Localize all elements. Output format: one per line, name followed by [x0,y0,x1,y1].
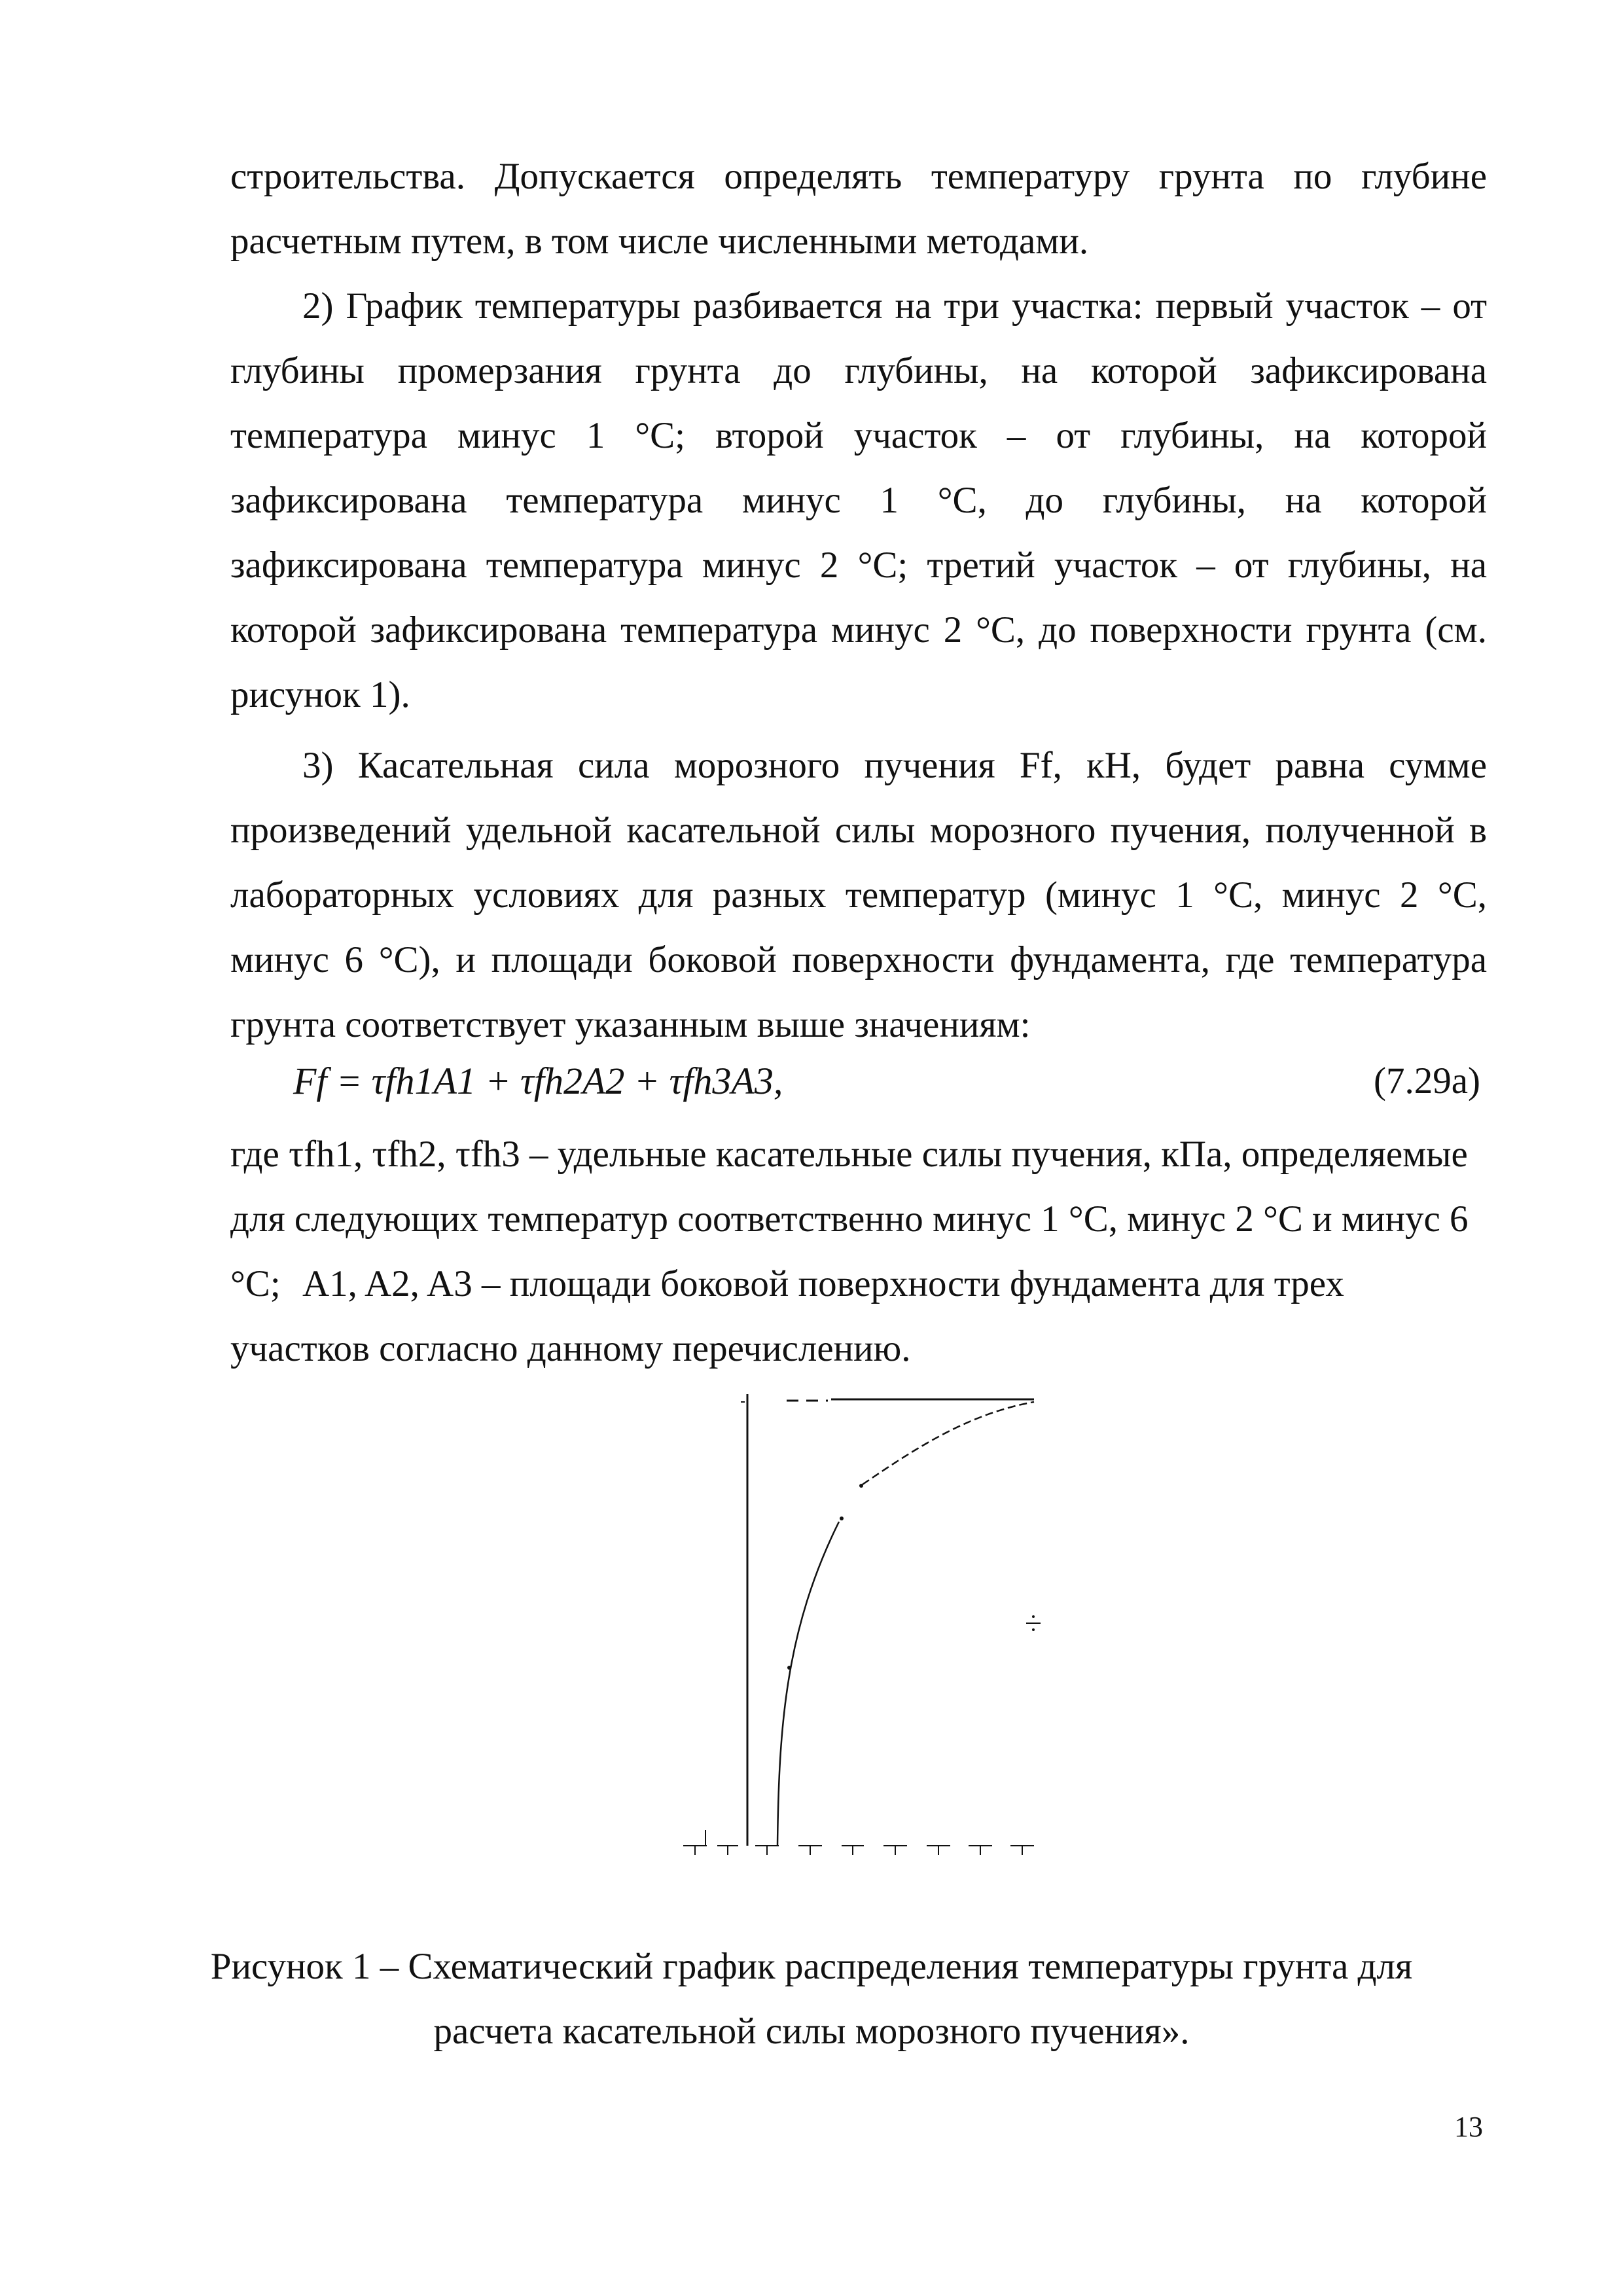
paragraph-2: 2) График температуры разбивается на три участка: первый участок – от глубины промерзания грунта до глубины, на которой зафиксирована температура минус 1 °С; второй участок – от глубины, на которой зафиксирована температура минус 1 °С, до глубины, на которой зафиксирована температура минус 2 °С; третий участок – от глубины, на которой зафиксирована температура минус 2 °С, до поверхности грунта (см. рисунок 1). [230,285,1487,715]
formula-7-29a: Ff = τfh1A1 + τfh2A2 + τfh3A3, [293,1060,783,1102]
figure-mark [1032,1615,1035,1618]
figure-curve-marker [859,1484,863,1488]
page-number: 13 [1454,2111,1483,2143]
where-clause-areas: A1, A2, A3 – площади боковой поверхности фундамента для трех участков согласно данному перечислению. [230,1263,1344,1369]
paragraph-3: 3) Касательная сила морозного пучения Ff, кН, будет равна сумме произведений удельной касательной силы морозного пучения, полученной в лабораторных условиях для разных температур (минус 1 °С, минус 2 °С, минус 6 °С), и площади боковой поверхности фундамента, где температура грунта соответствует указанным выше значениям: [230,745,1487,1045]
figure-caption: Рисунок 1 – Схематический график распределения температуры грунта для расчета касательной силы морозного пучения». [210,1946,1413,2052]
figure-mark [1032,1628,1035,1631]
figure-temperature-curve-lower [777,1522,839,1846]
figure-temperature-curve-upper [863,1402,1034,1484]
figure-curve-marker [840,1516,844,1520]
where-clause-tau: где τfh1, τfh2, τfh3 – удельные касательные силы пучения, кПа, определяемые для следующих температур соответственно минус 1 °С, минус 2 °С и минус 6 °С; [230,1134,1469,1304]
temperature-distribution-figure [668,1388,1073,1859]
equation-number: (7.29а) [1373,1060,1480,1102]
paragraph-1: строительства. Допускается определять температуру грунта по глубине расчетным путем, в том числе численными методами. [230,156,1487,262]
figure-curve-marker [787,1666,791,1670]
figure-bottom-ticks [683,1830,1034,1855]
